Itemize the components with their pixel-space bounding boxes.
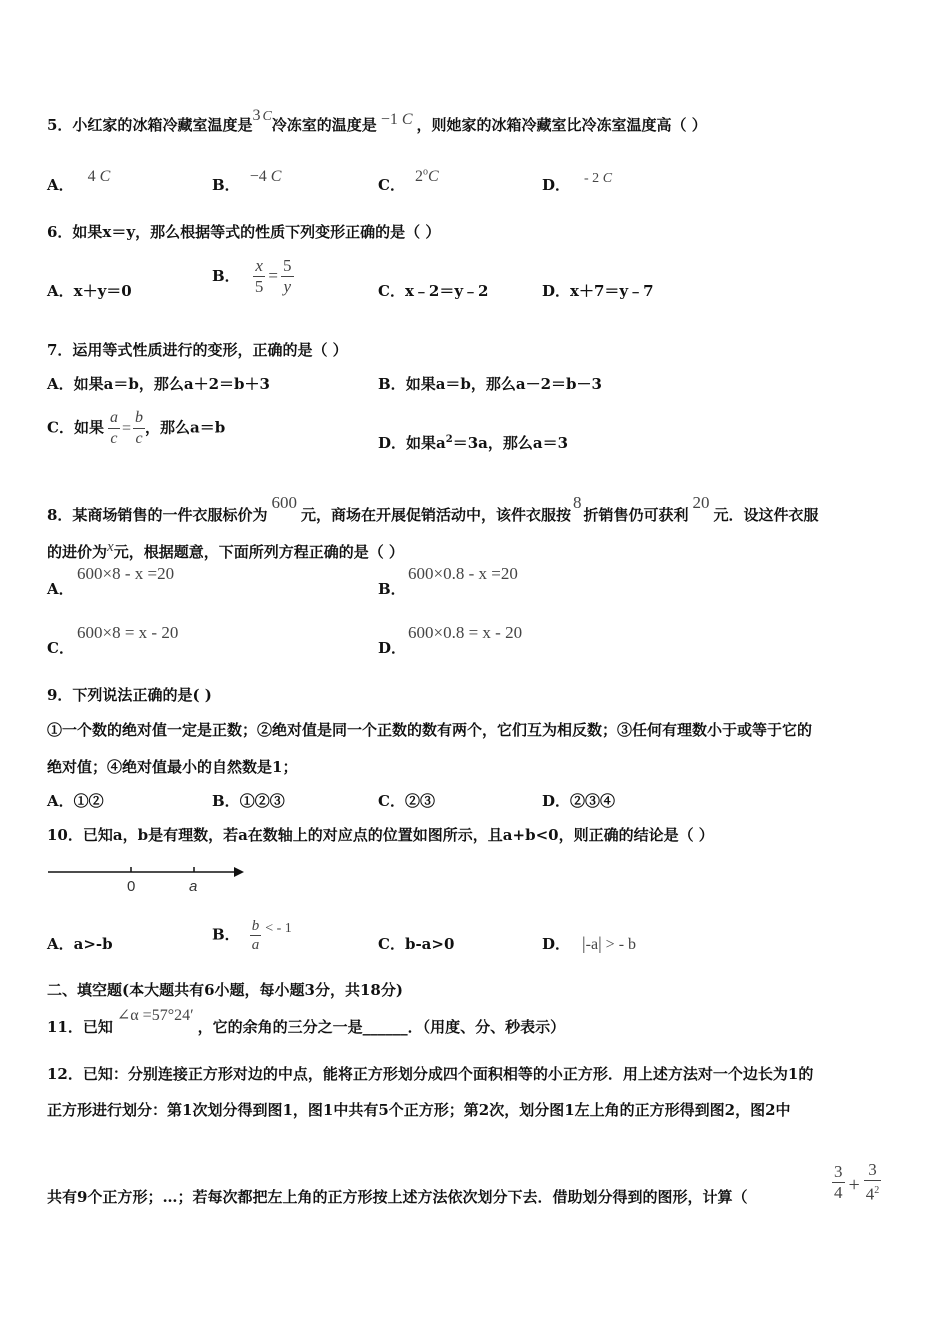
q8-option-d: D． bbox=[378, 639, 407, 657]
label-a: a bbox=[189, 878, 198, 895]
q5-option-b: B． −4 C bbox=[212, 168, 282, 194]
q9-option-a: A．①② bbox=[47, 792, 104, 810]
q9-option-d: D．②③④ bbox=[542, 792, 616, 810]
q12-line1: 12．已知：分别连接正方形对边的中点，能将正方形划分成四个面积相等的小正方形．用上述方法对一个边长为1的 bbox=[47, 1065, 814, 1083]
q8-option-b: B． bbox=[378, 580, 406, 598]
label-zero: 0 bbox=[127, 878, 136, 895]
q8-option-b-expr: 600×0.8 - x =20 bbox=[408, 564, 518, 583]
q5-option-c: C． 2$^o$C bbox=[378, 166, 439, 194]
q7-stem: 7．运用等式性质进行的变形，正确的是（ ） bbox=[47, 341, 348, 359]
q5-option-a: A． 4 C bbox=[47, 168, 111, 194]
q7-option-a: A．如果a＝b，那么a＋2＝b＋3 bbox=[47, 375, 270, 393]
q10-option-c: C．b-a>0 bbox=[378, 935, 455, 953]
q8-option-d-expr: 600×0.8 = x - 20 bbox=[408, 623, 523, 642]
q7-option-c: C．如果 $\frac{a}{c}$ = $\frac{b}{c}$ ，那么a＝b bbox=[47, 409, 226, 447]
q8-line1: 8．某商场销售的一件衣服标价为600元，商场在开展促销活动中，该件衣服按8折销售仍可获利20元．设这件衣服 bbox=[47, 493, 819, 524]
q8-line2: 的进价为x元，根据题意，下面所列方程正确的是（ ） bbox=[47, 539, 404, 561]
q11-stem: 11．已知∠α =57°24′，它的余角的三分之一是______．（用度、分、秒表示） bbox=[47, 1007, 566, 1036]
q7-option-b: B．如果a＝b，那么a－2＝b－3 bbox=[378, 375, 602, 393]
q6-option-a: A．x＋y＝0 bbox=[47, 282, 132, 300]
q12-expression: $\frac{3}{4}$ + $\frac{3}{4^2}$ bbox=[834, 1160, 880, 1204]
q12-line3: 共有9个正方形；…；若每次都把左上角的正方形按上述方法依次划分下去．借助划分得到的图形，计算（ bbox=[47, 1188, 748, 1206]
q12-line2: 正方形进行划分：第1次划分得到图1，图1中共有5个正方形；第2次，划分图1左上角的正方形得到图2，图2中 bbox=[47, 1101, 791, 1119]
arrow-right-icon bbox=[234, 867, 244, 877]
q8-option-a: A． bbox=[47, 580, 74, 598]
q6-option-d: D．x＋7＝y﹣7 bbox=[542, 282, 654, 300]
q5-stem: 5．小红家的冰箱冷藏室温度是3 C冷冻室的温度是 −1 C ，则她家的冰箱冷藏室比冷冻室温度高（ ） bbox=[47, 107, 707, 134]
q10-option-a: A．a>-b bbox=[47, 935, 113, 953]
q8-option-a-expr: 600×8 - x =20 bbox=[77, 564, 175, 583]
q10-option-d: D． |-a| > - b bbox=[542, 933, 637, 953]
q8-option-c-expr: 600×8 = x - 20 bbox=[77, 623, 179, 642]
q8-option-c: C． bbox=[47, 639, 74, 657]
q5-option-d: D． - 2 C bbox=[542, 171, 613, 194]
q7-option-d: D．如果$a^2=3a$，那么a＝3 bbox=[378, 434, 569, 452]
q9-line1: ①一个数的绝对值一定是正数；②绝对值是同一个正数的数有两个，它们互为相反数；③任何有理数小于或等于它的 bbox=[47, 721, 813, 739]
q10-option-b: B． $\frac{b}{a}$ < - 1 bbox=[212, 918, 292, 953]
q6-option-c: C．x﹣2＝y﹣2 bbox=[378, 282, 489, 300]
q6-option-b: B． $\frac{x}{5}$ = $\frac{5}{y}$ bbox=[212, 256, 292, 296]
q6-stem: 6．如果x＝y，那么根据等式的性质下列变形正确的是（ ） bbox=[47, 223, 441, 241]
q10-stem: 10．已知a，b是有理数，若a在数轴上的对应点的位置如图所示，且a+b<0，则正确的结论是（ ） bbox=[47, 826, 714, 844]
q9-option-c: C．②③ bbox=[378, 792, 435, 810]
q9-option-b: B．①②③ bbox=[212, 792, 285, 810]
q9-stem: 9．下列说法正确的是( ) bbox=[47, 686, 212, 704]
number-line-figure bbox=[46, 858, 251, 898]
section-heading: 二、填空题(本大题共有6小题，每小题3分，共18分) bbox=[47, 981, 403, 999]
q9-line2: 绝对值；④绝对值最小的自然数是1； bbox=[47, 758, 298, 776]
